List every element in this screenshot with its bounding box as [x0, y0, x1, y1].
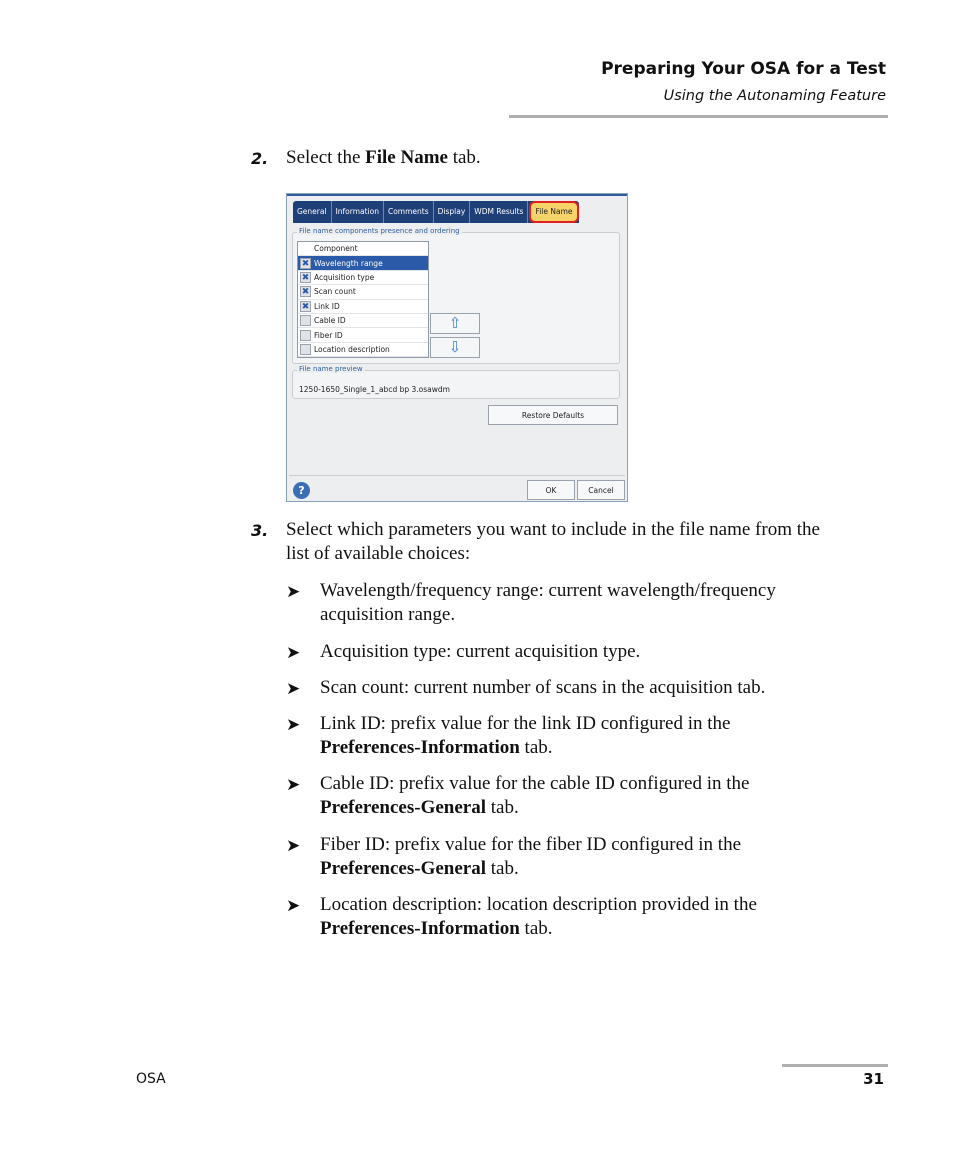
move-up-button[interactable]: [430, 313, 480, 334]
bullet-line-2-suffix: tab.: [519, 737, 553, 758]
component-list-header: [298, 242, 428, 256]
step-2-text-after: tab.: [447, 147, 481, 168]
bullet-line-2: [320, 917, 553, 941]
bullet-line-2-suffix: tab.: [519, 918, 553, 939]
tab-information[interactable]: Information: [332, 201, 384, 223]
step-3-line-2: list of available choices:: [286, 543, 471, 564]
header-rule: [509, 115, 888, 118]
preferences-tabs: [293, 201, 579, 223]
component-label: Wavelength range: [314, 258, 383, 268]
footer-product: OSA: [136, 1071, 166, 1087]
bullet-line-1: Cable ID: prefix value for the cable ID configured in the: [320, 773, 750, 794]
footer-rule: [782, 1064, 888, 1067]
bullet-arrow-icon: ➤: [286, 896, 301, 915]
arrow-down-icon: ⇩: [448, 338, 462, 356]
step-2-number: 2.: [251, 149, 269, 168]
help-icon[interactable]: ?: [293, 482, 310, 499]
unchecked-checkbox-icon[interactable]: [300, 330, 311, 341]
bullet-line-2-suffix: tab.: [486, 797, 519, 818]
components-group-label: File name components presence and ordering: [299, 227, 460, 235]
component-label: Cable ID: [314, 316, 346, 326]
bullet-arrow-icon: ➤: [286, 643, 301, 662]
bullet-arrow-icon: ➤: [286, 715, 301, 734]
bullet-arrow-icon: ➤: [286, 775, 301, 794]
file-name-preview-value: 1250-1650_Single_1_abcd bp 3.osawdm: [299, 385, 450, 394]
dialog-title-strip: [287, 194, 627, 196]
bullet-bold-reference: Preferences-General: [320, 797, 486, 818]
arrow-up-icon: ⇧: [448, 314, 462, 332]
component-label: Fiber ID: [314, 330, 343, 340]
step-2-text: [286, 146, 481, 170]
bullet-line-2: [320, 736, 553, 760]
unchecked-checkbox-icon[interactable]: [300, 344, 311, 355]
dialog-bottom-separator: [289, 475, 625, 476]
tab-display[interactable]: Display: [434, 201, 471, 223]
step-3-number: 3.: [251, 521, 269, 540]
checked-checkbox-icon[interactable]: ✖: [301, 272, 310, 283]
component-row[interactable]: [298, 256, 428, 270]
bullet-arrow-icon: ➤: [286, 582, 301, 601]
bullet-line-1: Scan count: current number of scans in the acquisition tab.: [320, 677, 766, 698]
component-rows: [298, 256, 428, 357]
component-row[interactable]: [298, 343, 428, 357]
bullet-line-2: [320, 603, 455, 627]
tab-general[interactable]: General: [293, 201, 332, 223]
bullet-line-1: Fiber ID: prefix value for the fiber ID configured in the: [320, 834, 742, 855]
bullet-line-1: Location description: location description provided in the: [320, 894, 757, 915]
ok-button[interactable]: OK: [527, 480, 575, 500]
checked-checkbox-icon[interactable]: ✖: [301, 258, 310, 269]
bullet-line-1: Link ID: prefix value for the link ID configured in the: [320, 713, 731, 734]
unchecked-checkbox-icon[interactable]: [300, 315, 311, 326]
checked-checkbox-icon[interactable]: ✖: [301, 301, 310, 312]
bullet-bold-reference: Preferences-General: [320, 858, 486, 879]
component-label: Location description: [314, 344, 390, 354]
bullet-line-1: Acquisition type: current acquisition type.: [320, 641, 641, 662]
cancel-button[interactable]: Cancel: [577, 480, 625, 500]
step-2-text-before: Select the: [286, 147, 366, 168]
bullet-line-1: Wavelength/frequency range: current wavelength/frequency: [320, 580, 776, 601]
component-row[interactable]: [298, 328, 428, 342]
page-number: 31: [863, 1070, 884, 1088]
tab-wdm-results[interactable]: WDM Results: [470, 201, 528, 223]
component-row[interactable]: [298, 271, 428, 285]
bullet-line-2-text: acquisition range.: [320, 604, 456, 625]
component-row[interactable]: [298, 285, 428, 299]
preview-group-label: File name preview: [299, 365, 363, 373]
bullet-line-2: [320, 796, 519, 820]
bullet-bold-reference: Preferences-Information: [320, 918, 520, 939]
running-header-subtitle: Using the Autonaming Feature: [663, 88, 886, 104]
bullet-arrow-icon: ➤: [286, 836, 301, 855]
bullet-bold-reference: Preferences-Information: [320, 737, 520, 758]
component-label: Acquisition type: [314, 272, 375, 282]
step-2-bold: File Name: [365, 147, 448, 168]
component-list-header-label: Component: [314, 244, 358, 254]
component-label: Link ID: [314, 301, 340, 311]
restore-defaults-button[interactable]: Restore Defaults: [488, 405, 618, 425]
preferences-dialog-screenshot: [286, 193, 628, 502]
checked-checkbox-icon[interactable]: ✖: [301, 287, 310, 298]
component-list: [297, 241, 429, 358]
running-header-title: Preparing Your OSA for a Test: [601, 59, 886, 79]
move-down-button[interactable]: [430, 337, 480, 358]
component-row[interactable]: [298, 300, 428, 314]
tab-file-name[interactable]: File Name: [529, 201, 578, 223]
tab-comments[interactable]: Comments: [384, 201, 434, 223]
component-row[interactable]: [298, 314, 428, 328]
bullet-line-2: [320, 857, 519, 881]
component-label: Scan count: [314, 287, 356, 297]
bullet-line-2-suffix: tab.: [486, 858, 519, 879]
bullet-arrow-icon: ➤: [286, 679, 301, 698]
step-3-line-1: Select which parameters you want to include in the file name from the: [286, 519, 820, 540]
